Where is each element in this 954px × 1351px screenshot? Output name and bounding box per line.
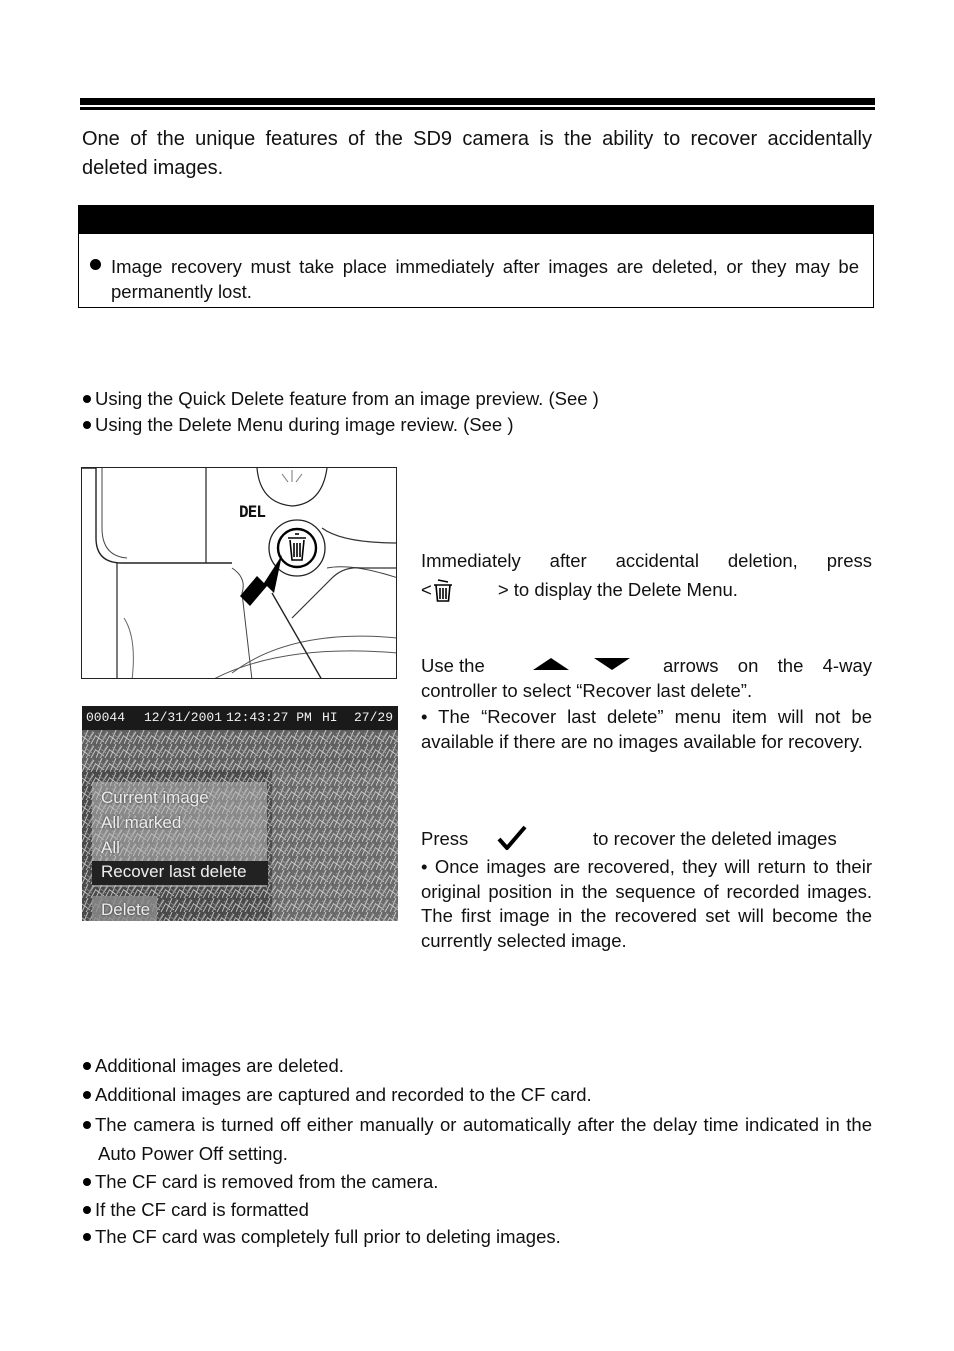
lcd-frame-number: 00044: [86, 710, 126, 725]
lcd-menu-item[interactable]: All marked: [101, 813, 182, 832]
step1-line2: < > to display the Delete Menu.: [421, 578, 872, 603]
bullet-icon: [83, 1091, 91, 1099]
camera-delete-button-illustration: [81, 467, 397, 679]
step2-arrows-label: arrows on the 4-way: [663, 655, 872, 676]
delete-method-item: Using the Delete Menu during image review. (See ): [83, 411, 514, 438]
note-header-bar: [79, 206, 873, 234]
bullet-icon: [83, 395, 91, 403]
step3-instruction: to recover the deleted images: [593, 828, 837, 849]
lcd-menu-item-recover[interactable]: Recover last delete: [101, 862, 247, 881]
del-label: DEL: [239, 502, 265, 521]
lcd-delete-menu-screen: [82, 706, 398, 921]
bullet-icon: [83, 1121, 91, 1129]
bullet-icon: [83, 1062, 91, 1070]
step3-note: • Once images are recovered, they will return to their original position in the sequence of recorded images. The first image in the recovered set will become the currently selected image.: [421, 856, 872, 951]
loss-condition-item: Additional images are captured and recorded to the CF card.: [83, 1081, 592, 1108]
intro-paragraph: One of the unique features of the SD9 camera is the ability to recover accidentally deleted images.: [82, 128, 872, 179]
loss-condition-item: The CF card was completely full prior to deleting images.: [83, 1223, 561, 1250]
step3-press-label: Press: [421, 828, 469, 849]
lcd-status-bar: [82, 706, 398, 730]
header-rule-thick: [80, 98, 875, 105]
header-rule-thin: [80, 107, 875, 110]
arrow-up-icon: [531, 656, 571, 672]
step2-note: • The “Recover last delete” menu item will not be available if there are no images available for recovery.: [421, 706, 872, 752]
trash-icon: [432, 579, 454, 603]
checkmark-icon: [496, 824, 528, 852]
loss-condition-item: Additional images are deleted.: [83, 1052, 344, 1079]
step1-line1: Immediately after accidental deletion, press: [421, 550, 872, 571]
note-box: [78, 205, 874, 308]
bullet-icon: [83, 1178, 91, 1186]
lcd-menu-title: Delete: [101, 900, 151, 919]
lcd-count: 27/29: [354, 710, 394, 725]
bullet-icon: [83, 421, 91, 429]
lcd-menu-item[interactable]: Current image: [101, 788, 209, 807]
step2-instruction: controller to select “Recover last delete”.: [421, 680, 753, 701]
lcd-time: 12:43:27 PM: [226, 710, 312, 725]
loss-condition-item: If the CF card is formatted: [83, 1196, 309, 1223]
lcd-menu-item[interactable]: All: [101, 838, 120, 857]
bullet-icon: [83, 1233, 91, 1241]
note-text: Image recovery must take place immediately after images are deleted, or they may be permanently lost.: [111, 256, 859, 302]
lcd-quality: HI: [322, 710, 338, 725]
bullet-icon: [83, 1206, 91, 1214]
arrow-down-icon: [592, 656, 632, 672]
step2-use-label: Use the: [421, 655, 485, 676]
delete-method-item: Using the Quick Delete feature from an image preview. (See ): [83, 385, 599, 412]
lcd-date: 12/31/2001: [144, 710, 223, 725]
note-bullet-icon: [90, 259, 101, 270]
loss-condition-item: The camera is turned off either manually or automatically after the delay time indicated in the Auto Power Off setting.: [83, 1110, 872, 1168]
loss-condition-item: The CF card is removed from the camera.: [83, 1168, 438, 1195]
camera-body-drawing: [82, 468, 397, 679]
